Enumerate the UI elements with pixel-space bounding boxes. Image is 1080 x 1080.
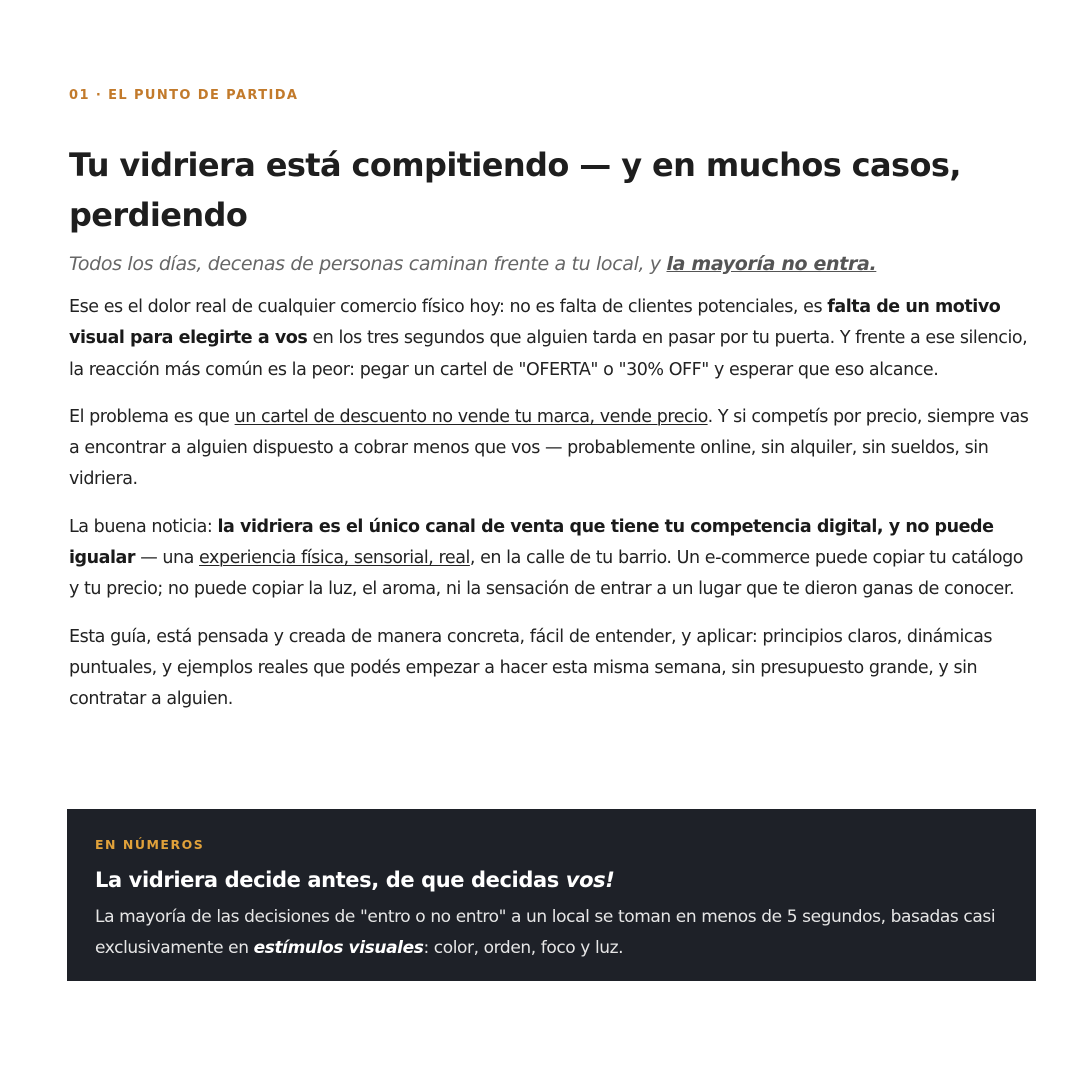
paragraph-text: El problema es que [69,406,235,427]
paragraph-underline: un cartel de descuento no vende tu marca, vende precio [234,406,708,427]
paragraph-underline: experiencia física, sensorial, real [199,548,470,569]
callout-title [95,866,1008,894]
callout-text-part: La mayoría de las decisiones de "entro o no entro" a un local se toman en menos de 5 segundos, basadas casi exclusivamente en [95,907,996,958]
paragraph-1 [69,292,1029,386]
paragraph-text: . Y si competís por precio, siempre vas a encontrar a alguien dispuesto a cobrar menos que vos — probablemente online, sin alquiler, sin sueldos, sin vidriera. [69,406,1029,490]
callout-text-emphasis: estímulos visuales [253,938,424,958]
callout-title-text: La vidriera decide antes, de que decidas [95,868,566,892]
section-content [69,86,1029,716]
paragraph-2 [69,402,1029,496]
paragraph-bold: la vidriera es el único canal de venta que tiene tu competencia digital, y no puede igualar [69,516,994,569]
paragraph-text: , en la calle de tu barrio. Un e-commerce puede copiar tu catálogo y tu precio; no puede copiar la luz, el aroma, ni la sensación de entrar a un lugar que te dieron ganas de conocer. [69,548,1024,600]
stats-callout [67,809,1036,981]
paragraph-text: Ese es el dolor real de cualquier comercio físico hoy: no es falta de clientes potenciales, es [69,297,828,317]
paragraph-4 [69,622,1029,716]
paragraph-3 [69,512,1029,606]
callout-text [95,902,1008,964]
lede-emphasis: la mayoría no entra. [666,253,877,275]
paragraph-bold: falta de un motivo visual para elegirte a vos [69,297,1001,349]
callout-eyebrow: EN NÚMEROS [95,837,205,852]
callout-title-emphasis: vos! [565,868,615,892]
lede [69,250,1029,278]
lede-text: Todos los días, decenas de personas caminan frente a tu local, y [69,253,667,275]
page-title: Tu vidriera está compitiendo — y en muchos casos, perdiendo [69,146,961,234]
callout-text-part: : color, orden, foco y luz. [423,938,624,958]
section-eyebrow: 01 · EL PUNTO DE PARTIDA [69,88,299,103]
paragraph-text: — una [135,548,200,569]
paragraph-text: La buena noticia: [69,516,218,537]
paragraph-text: en los tres segundos que alguien tarda en pasar por tu puerta. Y frente a ese silencio, la reacción más común es la peor: pegar un cartel de "OFERTA" o "30% OFF" y esperar que eso alcance. [69,328,1028,380]
paragraph-text: Esta guía, está pensada y creada de manera concreta, fácil de entender, y aplicar: principios claros, dinámicas puntuales, y ejemplos reales que podés empezar a hacer esta misma semana, sin presupuesto grande, y sin contratar a alguien. [69,626,993,710]
